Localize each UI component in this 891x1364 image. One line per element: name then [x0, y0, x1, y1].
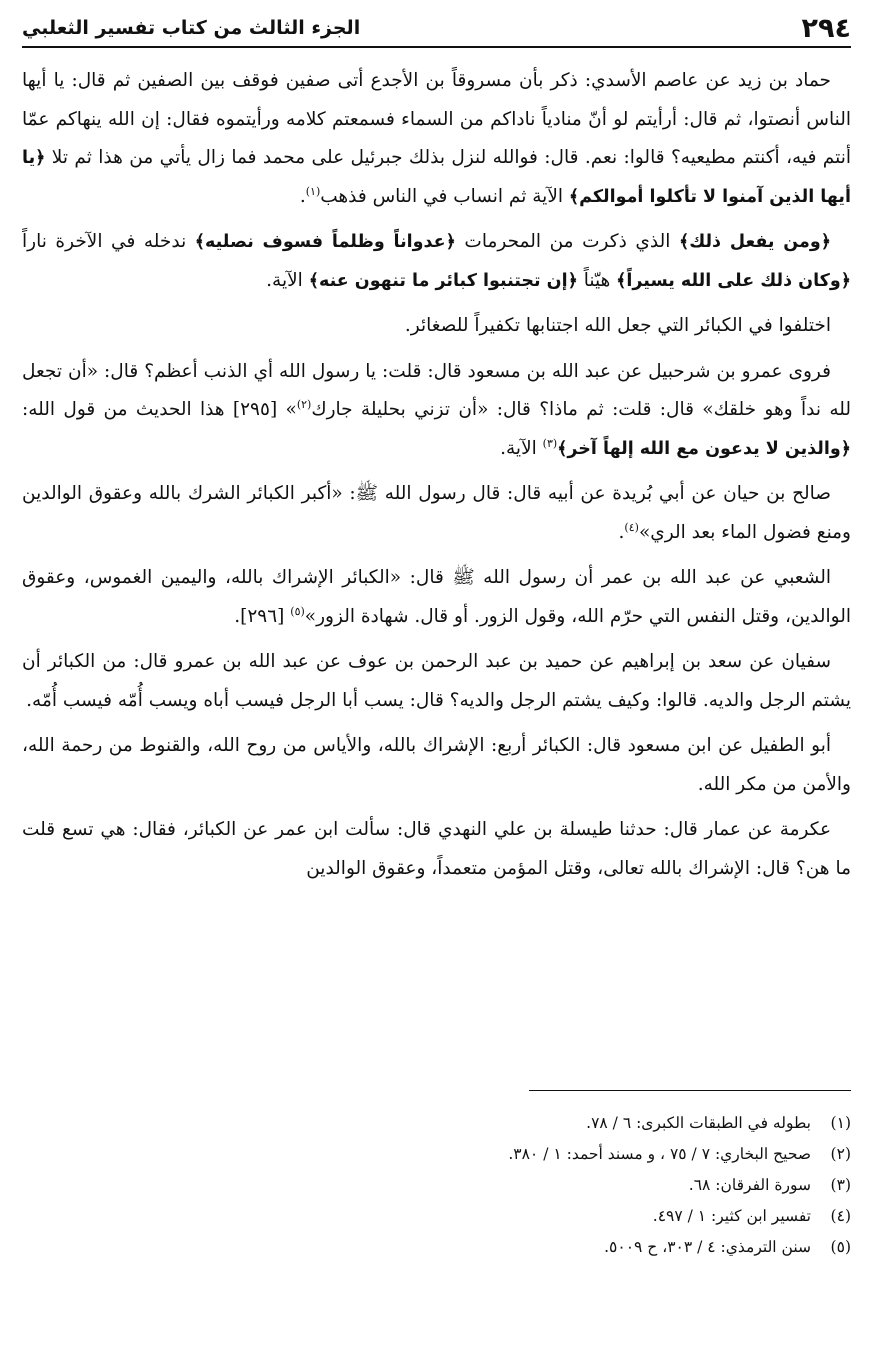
footnote-number: (٢)	[830, 1145, 851, 1163]
main-text	[22, 62, 851, 895]
paragraph-text: » [٢٩٥] هذا الحديث من قول الله:	[22, 399, 297, 420]
paragraph-text: سفيان عن سعد بن إبراهيم عن حميد بن عبد الرحمن بن عوف عن عبد الله بن عمرو قال: من الكبائر أن يشتم الرجل والديه. قالوا: وكيف يشتم الرجل والديه؟ قال: يسب أبا الرجل فيسب أباه ويسب أُمّه فيسب أُمّه.	[22, 651, 851, 711]
paragraph	[22, 727, 851, 804]
paragraph-text: [٢٩٦].	[234, 605, 291, 627]
paragraph	[22, 353, 851, 469]
paragraph	[22, 475, 851, 552]
paragraph-text: فروى عمرو بن شرحبيل عن عبد الله بن مسعود قال: قلت: يا رسول الله أي الذنب أعظم؟ قال: «أن تجعل لله نداً وهو خلقك» قال: قلت: ثم ماذا؟ قال: «أن تزني بحليلة جارك	[22, 360, 852, 420]
footnote-text: بطوله في الطبقات الكبرى: ٦ / ٧٨.	[586, 1114, 811, 1132]
paragraph-text: .	[299, 185, 306, 207]
paragraph-text: الآية.	[266, 269, 309, 291]
footnote	[251, 1170, 851, 1201]
footnote-text: سورة الفرقان: ٦٨.	[688, 1176, 811, 1194]
footnote-number: (٤)	[830, 1207, 851, 1225]
quran-verse: ﴿ومن يفعل ذلك﴾	[678, 232, 831, 252]
paragraph	[22, 811, 851, 888]
footnote-text: صحيح البخاري: ٧ / ٧٥ ، و مسند أحمد: ١ / ٣٨٠.	[508, 1145, 811, 1163]
page-number: ٢٩٤	[801, 12, 851, 44]
footnotes	[251, 1108, 851, 1263]
paragraph-text: حماد بن زيد عن عاصم الأسدي: ذكر بأن مسروقاً بن الأجدع أتى صفين فوقف بين الصفين ثم قال: يا أيها الناس أنصتوا، ثم قال: أرأيتم لو أنّ منادياً ناداكم من السماء فسمعتم كلامه ورأيتموه فقال: إن الله ينهاكم عمّا أنتم فيه، أكنتم مطيعيه؟ قالوا: نعم. قال: فوالله لنزل بذلك جبرئيل على محمد فما زال يأتي من هذا ثم تلا	[22, 70, 851, 168]
paragraph-text: اختلفوا في الكبائر التي جعل الله اجتنابها تكفيراً للصغائر.	[404, 315, 831, 336]
footnote-ref: (١)	[305, 184, 321, 198]
quran-verse: ﴿يا أيها الذين آمنوا لا تأكلوا أموالكم﴾	[22, 148, 851, 207]
paragraph-text: الآية.	[500, 437, 543, 459]
footnote-number: (٣)	[830, 1176, 851, 1194]
footnote	[251, 1108, 851, 1139]
quran-verse: ﴿إن تجتنبوا كبائر ما تنهون عنه﴾	[308, 270, 578, 291]
paragraph-text: أبو الطفيل عن ابن مسعود قال: الكبائر أربع: الإشراك بالله، والأياس من روح الله، والقنوط من رحمة الله، والأمن من مكر الله.	[22, 735, 851, 795]
footnote-ref: (٣)	[542, 436, 558, 450]
paragraph-text: عكرمة عن عمار قال: حدثنا طيسلة بن علي النهدي قال: سألت ابن عمر عن الكبائر، فقال: هي تسع قلت ما هن؟ قال: الإشراك بالله تعالى، وقتل المؤمن متعمداً، وعقوق الوالدين	[22, 819, 851, 879]
paragraph-text: الآية ثم انساب في الناس فذهب	[320, 185, 569, 207]
paragraph	[22, 559, 851, 636]
paragraph-text: صالح بن حيان عن أبي بُريدة عن أبيه قال: قال رسول الله ﷺ: «أكبر الكبائر الشرك بالله وعقوق الوالدين ومنع فضول الماء بعد الري»	[22, 483, 851, 543]
quran-verse: ﴿عدواناً وظلماً فسوف نصليه﴾	[194, 232, 456, 252]
footnote	[251, 1232, 851, 1263]
running-title: الجزء الثالث من كتاب تفسير الثعلبي	[22, 17, 361, 39]
paragraph-text: .	[618, 521, 625, 543]
paragraph	[22, 643, 851, 720]
paragraph-text: هيّناً	[577, 269, 617, 291]
quran-verse: ﴿والذين لا يدعون مع الله إلهاً آخر﴾	[557, 438, 851, 459]
footnote-number: (١)	[830, 1114, 851, 1132]
footnote-ref: (٤)	[624, 520, 639, 534]
paragraph	[22, 62, 851, 216]
page-header	[22, 10, 851, 48]
footnote	[251, 1139, 851, 1170]
paragraph-text: ندخله في الآخرة ناراً	[22, 231, 195, 252]
quran-verse: ﴿وكان ذلك على الله يسيراً﴾	[616, 270, 851, 291]
footnote-number: (٥)	[830, 1238, 851, 1256]
paragraph	[22, 223, 851, 300]
paragraph	[22, 307, 851, 346]
footnote-ref: (٢)	[296, 397, 312, 411]
footnote-text: سنن الترمذي: ٤ / ٣٠٣، ح ٥٠٠٩.	[604, 1238, 811, 1256]
footnote-ref: (٥)	[290, 604, 305, 618]
paragraph-text: الشعبي عن عبد الله بن عمر أن رسول الله ﷺ قال: «الكبائر الإشراك بالله، واليمين الغموس، وعقوق الوالدين، وقتل النفس التي حرّم الله، وقول الزور. أو قال. شهادة الزور»	[22, 567, 851, 627]
footnote-separator	[529, 1090, 851, 1091]
footnote	[251, 1201, 851, 1232]
footnote-text: تفسير ابن كثير: ١ / ٤٩٧.	[652, 1207, 811, 1225]
paragraph-text: الذي ذكرت من المحرمات	[455, 231, 679, 252]
